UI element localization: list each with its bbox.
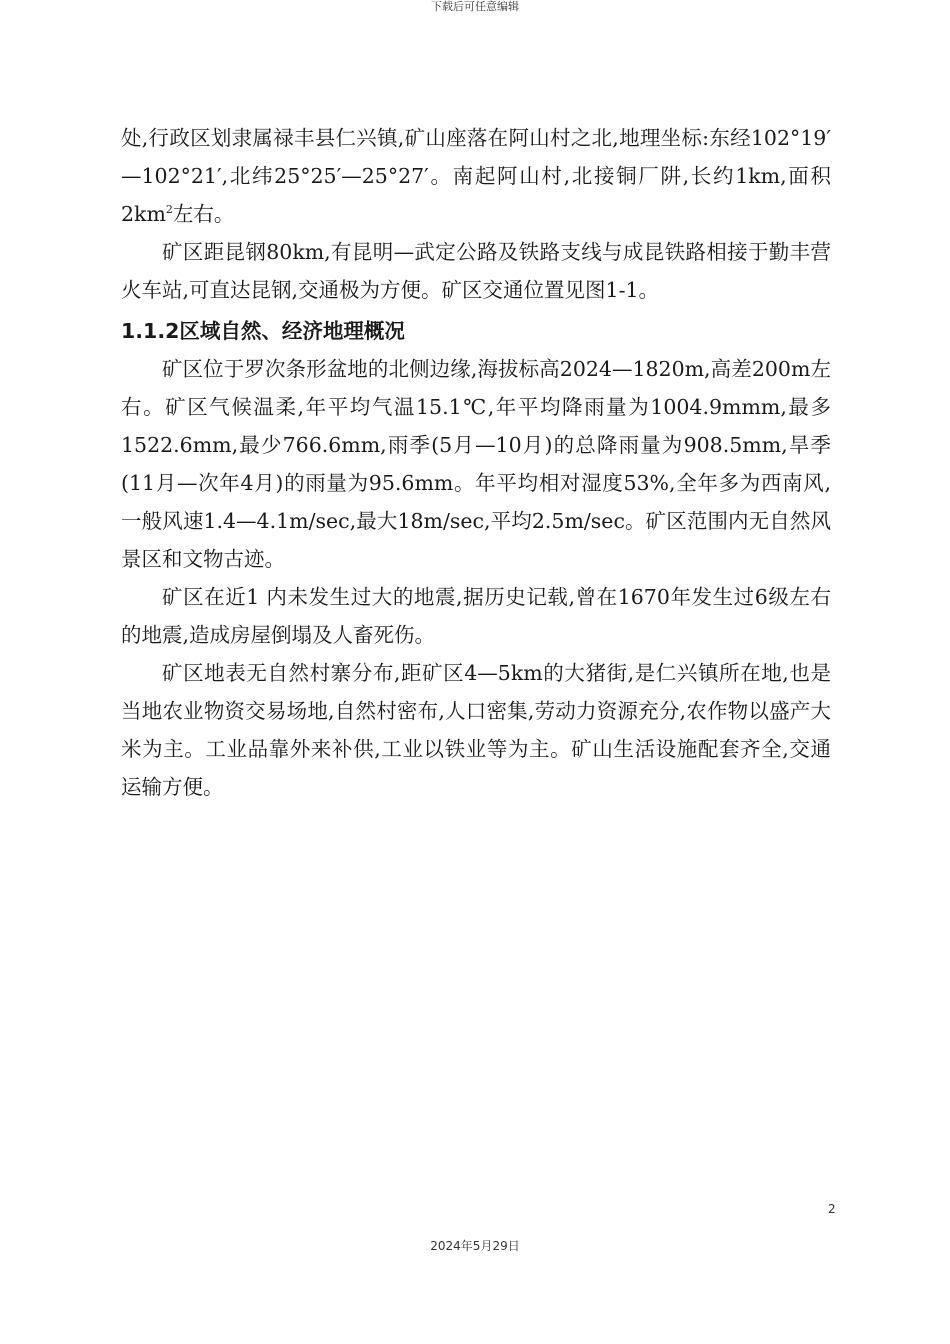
paragraph-location-text: 处,行政区划隶属禄丰县仁兴镇,矿山座落在阿山村之北,地理坐标:东经102°19′—102°21′,北纬25°25′—25°27′。南起阿山村,北接铜厂阱,长约1km,面积2km — [121, 126, 831, 226]
header-text: 下载后可任意编辑 — [431, 0, 519, 13]
paragraph-transport: 矿区距昆钢80km,有昆明—武定公路及铁路支线与成昆铁路相接于勤丰营火车站,可直达昆钢,交通极为方便。矿区交通位置见图1-1。 — [121, 240, 831, 302]
paragraph-economy: 矿区地表无自然村寨分布,距矿区4—5km的大猪街,是仁兴镇所在地,也是当地农业物资交易场地,自然村密布,人口密集,劳动力资源充分,农作物以盛产大米为主。工业品靠外来补供,工业以铁业等为主。矿山生活设施配套齐全,交通运输方便。 — [121, 661, 831, 799]
page-number: 2 — [828, 1202, 836, 1216]
paragraph-earthquake: 矿区在近1 内未发生过大的地震,据历史记载,曾在1670年发生过6级左右的地震,造成房屋倒塌及人畜死伤。 — [121, 585, 831, 647]
area-superscript: 2 — [165, 203, 173, 217]
paragraph-location-tail: 左右。 — [172, 202, 235, 226]
section-heading: 1.1.2区域自然、经济地理概况 — [121, 319, 405, 343]
paragraph-climate: 矿区位于罗次条形盆地的北侧边缘,海拔标高2024—1820m,高差200m左右。矿区气候温柔,年平均气温15.1℃,年平均降雨量为1004.9mmm,最多1522.6mm,最少766.6mm,雨季(5月—10月)的总降雨量为908.5mm,旱季(11月—次年4月)的雨量为95.6mm。年平均相对湿度53%,全年多为西南风,一般风速1.4—4.1m/sec,最大18m/sec,平均2.5m/sec。矿区范围内无自然风景区和文物古迹。 — [121, 357, 831, 571]
document-body — [121, 119, 831, 806]
footer-date: 2024年5月29日 — [430, 1239, 520, 1253]
page-header — [0, 0, 950, 14]
paragraph-location — [121, 119, 831, 233]
